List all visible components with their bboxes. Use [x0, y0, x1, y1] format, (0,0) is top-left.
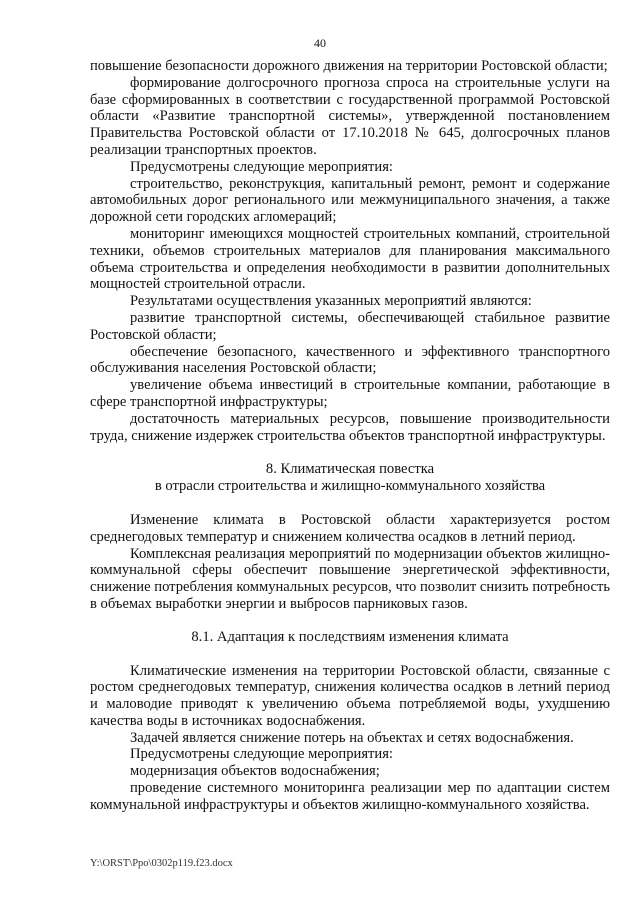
paragraph: достаточность материальных ресурсов, повышение производительности труда, снижение издержек строительства объектов транспортной инфраструктуры.: [90, 410, 610, 444]
paragraph: формирование долгосрочного прогноза спроса на строительные услуги на базе сформированных в соответствии с государственной программой Ростовской области «Развитие транспортной системы», утвержденной постановлением Правительства Ростовской области от 17.10.2018 № 645, долгосрочных планов реализации транспортных проектов.: [90, 74, 610, 158]
paragraph: строительство, реконструкция, капитальный ремонт, ремонт и содержание автомобильных дорог регионального или межмуниципального значения, а также дорожной сети городских агломераций;: [90, 175, 610, 226]
paragraph: Предусмотрены следующие мероприятия:: [130, 158, 393, 175]
paragraph: развитие транспортной системы, обеспечивающей стабильное развитие Ростовской области;: [90, 309, 610, 343]
paragraph: обеспечение безопасного, качественного и эффективного транспортного обслуживания населения Ростовской области;: [90, 343, 610, 377]
paragraph: проведение системного мониторинга реализации мер по адаптации систем коммунальной инфраструктуры и объектов жилищно-коммунального хозяйства.: [90, 780, 610, 813]
paragraph: увеличение объема инвестиций в строительные компании, работающие в сфере транспортной инфраструктуры;: [90, 377, 610, 410]
paragraph: Климатические изменения на территории Ростовской области, связанные с ростом среднегодовых температур, снижения количества осадков в летний период и маловодие приводят к увеличению объема потребляемой воды, ухудшению качества воды в источниках водоснабжения.: [90, 662, 610, 729]
paragraph: мониторинг имеющихся мощностей строительных компаний, строительной техники, объемов строительных материалов для планирования максимального объема строительства и определения необходимости в развитии дополнительных мощностей строительной отрасли.: [90, 225, 610, 293]
page-number: 40: [314, 36, 326, 50]
section-heading: [90, 461, 610, 495]
section-body: [90, 512, 610, 613]
subsection-body: [90, 663, 610, 814]
paragraph: модернизация объектов водоснабжения;: [130, 763, 380, 780]
file-path-footer: Y:\ORST\Ppo\0302p119.f23.docx: [90, 858, 233, 869]
section-heading-line-1: 8. Климатическая повестка: [265, 461, 435, 478]
paragraph: Комплексная реализация мероприятий по модернизации объектов жилищно-коммунальной сферы обеспечит повышение энергетической эффективности, снижение потребления коммунальных ресурсов, что позволит снизить потребность в объемах выработки энергии и выбросов парниковых газов.: [90, 545, 610, 612]
section-heading-line-2: в отрасли строительства и жилищно-коммунального хозяйства: [154, 478, 546, 495]
paragraph: Предусмотрены следующие мероприятия:: [130, 746, 393, 763]
paragraph: Изменение климата в Ростовской области характеризуется ростом среднегодовых температур и снижением количества осадков в летний период.: [90, 511, 610, 545]
paragraph: Результатами осуществления указанных мероприятий являются:: [130, 293, 532, 310]
subsection-heading: 8.1. Адаптация к последствиям изменения климата: [191, 628, 509, 645]
paragraph: Задачей является снижение потерь на объектах и сетях водоснабжения.: [130, 729, 574, 746]
document-body: [90, 58, 610, 814]
paragraph: повышение безопасности дорожного движения на территории Ростовской области;: [90, 58, 608, 74]
